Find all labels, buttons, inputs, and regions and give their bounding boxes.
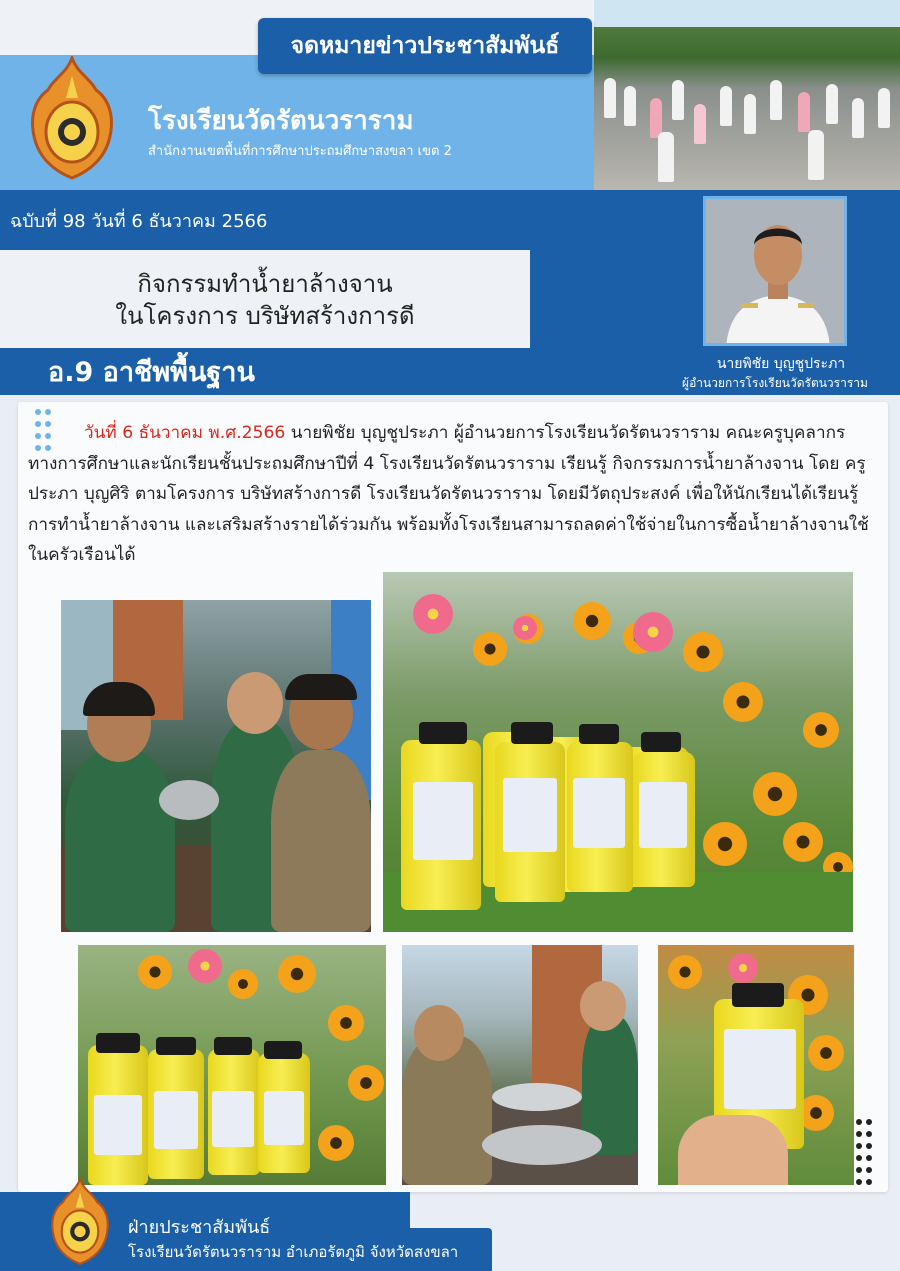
newsletter-label: จดหมายข่าวประชาสัมพันธ์ xyxy=(258,18,592,74)
director-photo xyxy=(703,196,847,346)
news-date: วันที่ 6 ธันวาคม พ.ศ.2566 xyxy=(84,423,286,443)
footer-department: ฝ่ายประชาสัมพันธ์ xyxy=(128,1217,271,1238)
news-text: นายพิชัย บุญชูประภา ผู้อำนวยการโรงเรียนวัดรัตนวราราม คณะครูบุคลากรทางการศึกษาและนักเรียนชั้นประถมศึกษาปีที่ 4 โรงเรียนวัดรัตนวราราม เรียนรู้ กิจกรรมการน้ำยาล้างจาน โดย ครูประภา บุญศิริ ตามโครงการ บริษัทสร้างการดี โรงเรียนวัดรัตนวราราม โดยมีวัตถุประสงค์ เพื่อให้นักเรียนได้เรียนรู้การทำน้ำยาล้างจาน และเสริมสร้างรายได้ร่วมกัน พร้อมทั้งโรงเรียนสามารถลดค่าใช้จ่ายในการซื้อน้ำยาล้างจานใช้ในครัวเรือนได้ xyxy=(28,423,869,565)
activity-title-line1: กิจกรรมทำน้ำยาล้างจาน xyxy=(137,269,393,298)
education-office: สำนักงานเขตพื้นที่การศึกษาประถมศึกษาสงขลา เขต 2 xyxy=(148,144,452,159)
decorative-dots-icon xyxy=(855,1118,873,1186)
director-title: ผู้อำนวยการโรงเรียนวัดรัตนวราราม xyxy=(682,376,868,390)
news-body xyxy=(28,418,873,571)
activity-title-line2: ในโครงการ บริษัทสร้างการดี xyxy=(115,302,415,330)
bottles-with-flowers-photo xyxy=(78,945,386,1185)
school-assembly-photo xyxy=(594,0,900,192)
subject-heading: อ.9 อาชีพพื้นฐาน xyxy=(0,348,540,395)
activity-title xyxy=(0,250,530,350)
students-activity-photo xyxy=(61,600,371,932)
school-emblem-icon xyxy=(26,56,118,181)
issue-number: ฉบับที่ 98 วันที่ 6 ธันวาคม 2566 xyxy=(0,190,530,250)
footer-school-address: โรงเรียนวัดรัตนวราราม อำเภอรัตภูมิ จังหวัดสงขลา xyxy=(128,1243,459,1261)
students-mixing-photo xyxy=(402,945,638,1185)
director-name: นายพิชัย บุญชูประภา xyxy=(716,356,846,372)
school-emblem-icon xyxy=(44,1178,116,1266)
school-name: โรงเรียนวัดรัตนวราราม xyxy=(148,106,414,136)
hand-holding-bottle-photo xyxy=(658,945,854,1185)
dishwashing-liquid-bottles-photo xyxy=(383,572,853,932)
